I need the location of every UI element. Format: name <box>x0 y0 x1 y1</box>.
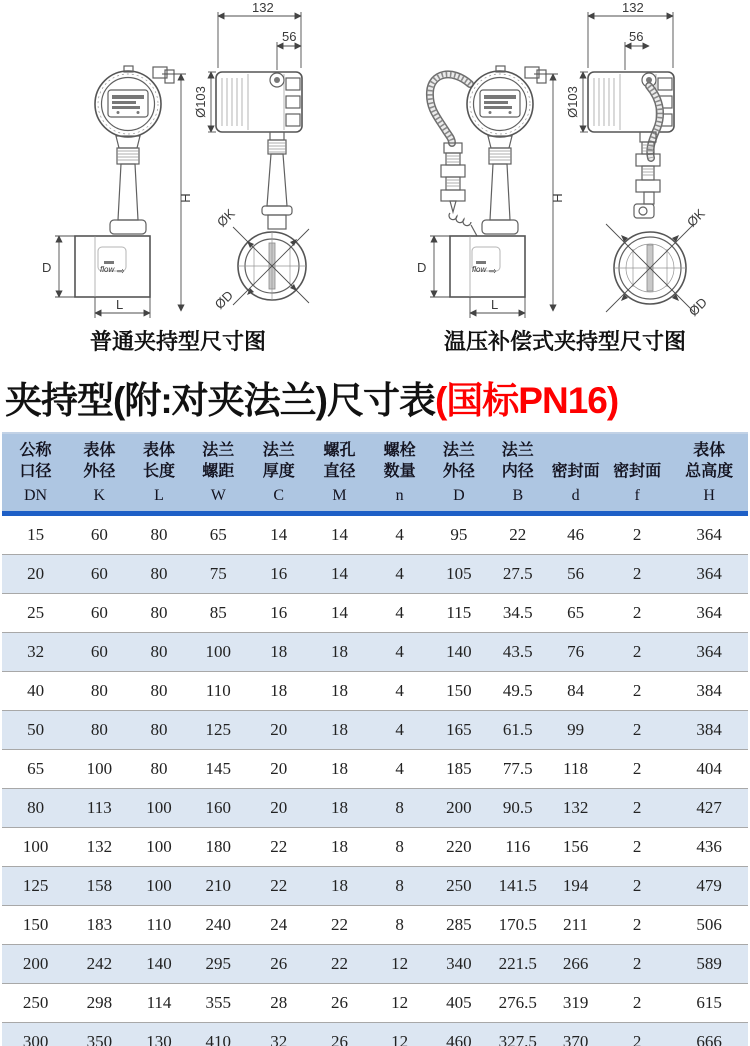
table-cell: 194 <box>547 867 604 906</box>
dimension-table <box>2 432 748 1046</box>
table-cell: 99 <box>547 711 604 750</box>
table-cell: 319 <box>547 984 604 1023</box>
table-row <box>2 750 748 789</box>
column-header-W: 法兰 螺距 W <box>188 433 248 514</box>
table-row <box>2 672 748 711</box>
column-header-L: 表体 长度 L <box>130 433 189 514</box>
table-cell: 114 <box>130 984 189 1023</box>
table-cell: 384 <box>670 672 748 711</box>
table-cell: 2 <box>604 1023 670 1046</box>
table-cell: 80 <box>130 711 189 750</box>
dim-H: H <box>178 193 193 203</box>
table-cell: 170.5 <box>488 906 547 945</box>
table-cell: 132 <box>69 828 129 867</box>
table-cell: 18 <box>309 633 369 672</box>
table-cell: 158 <box>69 867 129 906</box>
table-cell: 460 <box>429 1023 488 1046</box>
table-cell: 18 <box>309 828 369 867</box>
dim-132: 132 <box>252 0 274 15</box>
table-cell: 100 <box>2 828 69 867</box>
table-cell: 22 <box>488 514 547 555</box>
dim-H: H <box>550 193 565 203</box>
table-cell: 2 <box>604 828 670 867</box>
table-cell: 77.5 <box>488 750 547 789</box>
table-cell: 355 <box>188 984 248 1023</box>
dim-D: D <box>417 260 427 275</box>
column-header-H: 表体 总高度 H <box>670 433 748 514</box>
table-cell: 285 <box>429 906 488 945</box>
table-cell: 115 <box>429 594 488 633</box>
table-cell: 300 <box>2 1023 69 1046</box>
table-cell: 32 <box>2 633 69 672</box>
compensated-front-view <box>417 66 565 318</box>
column-header-C: 法兰 厚度 C <box>248 433 309 514</box>
table-cell: 18 <box>248 672 309 711</box>
table-cell: 20 <box>248 750 309 789</box>
table-cell: 2 <box>604 672 670 711</box>
table-row <box>2 514 748 555</box>
table-cell: 4 <box>370 672 430 711</box>
table-cell: 18 <box>309 750 369 789</box>
column-header-d: 密封面 d <box>547 433 604 514</box>
table-row <box>2 828 748 867</box>
table-cell: 84 <box>547 672 604 711</box>
table-cell: 14 <box>309 514 369 555</box>
table-cell: 250 <box>2 984 69 1023</box>
table-cell: 140 <box>429 633 488 672</box>
table-cell: 43.5 <box>488 633 547 672</box>
flow-label: flow <box>100 265 115 274</box>
table-cell: 250 <box>429 867 488 906</box>
table-cell: 65 <box>188 514 248 555</box>
table-cell: 32 <box>248 1023 309 1046</box>
table-cell: 2 <box>604 906 670 945</box>
table-row <box>2 984 748 1023</box>
table-cell: 22 <box>309 906 369 945</box>
table-row <box>2 789 748 828</box>
column-header-B: 法兰 内径 B <box>488 433 547 514</box>
table-cell: 80 <box>130 633 189 672</box>
table-cell: 200 <box>2 945 69 984</box>
table-cell: 506 <box>670 906 748 945</box>
table-cell: 110 <box>188 672 248 711</box>
table-cell: 210 <box>188 867 248 906</box>
table-cell: 4 <box>370 555 430 594</box>
table-cell: 18 <box>309 711 369 750</box>
table-cell: 14 <box>309 594 369 633</box>
table-cell: 12 <box>370 984 430 1023</box>
table-cell: 242 <box>69 945 129 984</box>
header-row <box>2 433 748 514</box>
table-cell: 350 <box>69 1023 129 1046</box>
column-header-DN: 公称 口径 DN <box>2 433 69 514</box>
table-cell: 80 <box>130 750 189 789</box>
table-cell: 298 <box>69 984 129 1023</box>
caption-standard-type: 普通夹持型尺寸图 <box>89 329 266 354</box>
flow-label: flow <box>472 265 487 274</box>
table-cell: 40 <box>2 672 69 711</box>
table-cell: 2 <box>604 555 670 594</box>
dim-L: L <box>116 297 124 312</box>
table-row <box>2 945 748 984</box>
column-header-M: 螺孔 直径 M <box>309 433 369 514</box>
table-cell: 116 <box>488 828 547 867</box>
dim-dia103: Ø103 <box>193 86 208 118</box>
table-cell: 85 <box>188 594 248 633</box>
dim-56: 56 <box>282 29 297 44</box>
table-cell: 2 <box>604 984 670 1023</box>
table-cell: 2 <box>604 711 670 750</box>
table-cell: 211 <box>547 906 604 945</box>
table-cell: 61.5 <box>488 711 547 750</box>
table-cell: 20 <box>248 711 309 750</box>
table-cell: 160 <box>188 789 248 828</box>
table-cell: 90.5 <box>488 789 547 828</box>
table-row <box>2 633 748 672</box>
table-cell: 25 <box>2 594 69 633</box>
table-cell: 589 <box>670 945 748 984</box>
table-cell: 8 <box>370 867 430 906</box>
table-cell: 200 <box>429 789 488 828</box>
table-cell: 24 <box>248 906 309 945</box>
table-row <box>2 906 748 945</box>
dim-diaD: ØD <box>211 287 237 313</box>
standard-front-view <box>42 66 193 318</box>
table-cell: 4 <box>370 514 430 555</box>
table-cell: 15 <box>2 514 69 555</box>
table-cell: 130 <box>130 1023 189 1046</box>
table-cell: 27.5 <box>488 555 547 594</box>
table-cell: 8 <box>370 828 430 867</box>
table-cell: 2 <box>604 633 670 672</box>
table-cell: 100 <box>130 789 189 828</box>
table-cell: 405 <box>429 984 488 1023</box>
table-cell: 2 <box>604 750 670 789</box>
table-cell: 364 <box>670 633 748 672</box>
table-cell: 75 <box>188 555 248 594</box>
table-cell: 2 <box>604 867 670 906</box>
table-cell: 18 <box>309 789 369 828</box>
column-header-K: 表体 外径 K <box>69 433 129 514</box>
table-cell: 100 <box>130 828 189 867</box>
table-cell: 105 <box>429 555 488 594</box>
table-cell: 14 <box>309 555 369 594</box>
table-cell: 436 <box>670 828 748 867</box>
table-cell: 327.5 <box>488 1023 547 1046</box>
table-cell: 220 <box>429 828 488 867</box>
table-cell: 60 <box>69 594 129 633</box>
table-cell: 80 <box>130 514 189 555</box>
table-cell: 28 <box>248 984 309 1023</box>
table-cell: 364 <box>670 555 748 594</box>
table-cell: 95 <box>429 514 488 555</box>
table-body <box>2 514 748 1046</box>
table-row <box>2 711 748 750</box>
table-cell: 100 <box>69 750 129 789</box>
table-cell: 150 <box>2 906 69 945</box>
table-cell: 12 <box>370 945 430 984</box>
table-cell: 80 <box>130 555 189 594</box>
table-cell: 666 <box>670 1023 748 1046</box>
table-cell: 22 <box>248 828 309 867</box>
table-cell: 113 <box>69 789 129 828</box>
table-cell: 14 <box>248 514 309 555</box>
table-cell: 145 <box>188 750 248 789</box>
table-row <box>2 555 748 594</box>
table-cell: 4 <box>370 711 430 750</box>
table-cell: 364 <box>670 514 748 555</box>
table-cell: 295 <box>188 945 248 984</box>
table-cell: 22 <box>309 945 369 984</box>
table-cell: 18 <box>309 672 369 711</box>
table-cell: 22 <box>248 867 309 906</box>
column-header-n: 螺栓 数量 n <box>370 433 430 514</box>
table-cell: 65 <box>2 750 69 789</box>
table-cell: 50 <box>2 711 69 750</box>
table-cell: 410 <box>188 1023 248 1046</box>
table-title <box>0 362 750 432</box>
table-cell: 18 <box>309 867 369 906</box>
table-cell: 150 <box>429 672 488 711</box>
column-header-f: 密封面 f <box>604 433 670 514</box>
table-cell: 60 <box>69 555 129 594</box>
table-cell: 240 <box>188 906 248 945</box>
table-cell: 26 <box>309 984 369 1023</box>
dim-diaK: ØK <box>213 205 238 230</box>
table-header <box>2 433 748 514</box>
table-cell: 8 <box>370 789 430 828</box>
table-cell: 185 <box>429 750 488 789</box>
table-cell: 4 <box>370 633 430 672</box>
table-cell: 12 <box>370 1023 430 1046</box>
table-cell: 370 <box>547 1023 604 1046</box>
title-highlight: (国标PN16) <box>434 380 619 421</box>
table-cell: 100 <box>188 633 248 672</box>
table-cell: 60 <box>69 633 129 672</box>
caption-compensated-type: 温压补偿式夹持型尺寸图 <box>443 329 686 354</box>
table-cell: 20 <box>248 789 309 828</box>
table-cell: 110 <box>130 906 189 945</box>
dim-L: L <box>491 297 499 312</box>
table-cell: 80 <box>2 789 69 828</box>
table-cell: 276.5 <box>488 984 547 1023</box>
dim-D: D <box>42 260 52 275</box>
table-cell: 132 <box>547 789 604 828</box>
dim-dia103: Ø103 <box>565 86 580 118</box>
dim-diaK: ØK <box>683 205 708 230</box>
flow-arrow-icon: ⇨ <box>489 266 497 276</box>
table-cell: 384 <box>670 711 748 750</box>
table-cell: 100 <box>130 867 189 906</box>
table-cell: 180 <box>188 828 248 867</box>
table-cell: 56 <box>547 555 604 594</box>
dim-diaD: ØD <box>685 294 711 320</box>
table-cell: 266 <box>547 945 604 984</box>
table-cell: 2 <box>604 514 670 555</box>
table-cell: 60 <box>69 514 129 555</box>
table-cell: 221.5 <box>488 945 547 984</box>
table-cell: 125 <box>188 711 248 750</box>
flowmeter-drawings <box>0 0 750 326</box>
table-cell: 140 <box>130 945 189 984</box>
dim-56: 56 <box>629 29 644 44</box>
table-cell: 26 <box>309 1023 369 1046</box>
table-row <box>2 594 748 633</box>
table-row <box>2 867 748 906</box>
table-cell: 76 <box>547 633 604 672</box>
compensated-side-view <box>565 0 710 319</box>
table-cell: 156 <box>547 828 604 867</box>
table-cell: 340 <box>429 945 488 984</box>
dimension-diagrams <box>0 0 750 362</box>
table-cell: 479 <box>670 867 748 906</box>
table-cell: 615 <box>670 984 748 1023</box>
table-cell: 4 <box>370 594 430 633</box>
table-cell: 2 <box>604 789 670 828</box>
table-cell: 49.5 <box>488 672 547 711</box>
table-cell: 46 <box>547 514 604 555</box>
table-cell: 20 <box>2 555 69 594</box>
table-cell: 404 <box>670 750 748 789</box>
table-cell: 80 <box>69 711 129 750</box>
table-row <box>2 1023 748 1046</box>
table-cell: 2 <box>604 594 670 633</box>
table-cell: 125 <box>2 867 69 906</box>
table-cell: 183 <box>69 906 129 945</box>
flow-arrow-icon: ⇨ <box>117 266 125 276</box>
standard-side-view <box>193 0 309 312</box>
table-cell: 141.5 <box>488 867 547 906</box>
dim-132: 132 <box>622 0 644 15</box>
table-cell: 427 <box>670 789 748 828</box>
table-cell: 8 <box>370 906 430 945</box>
title-main: 夹持型(附:对夹法兰)尺寸表 <box>5 380 435 421</box>
table-cell: 18 <box>248 633 309 672</box>
column-header-D: 法兰 外径 D <box>429 433 488 514</box>
table-cell: 4 <box>370 750 430 789</box>
table-cell: 16 <box>248 594 309 633</box>
table-cell: 80 <box>130 594 189 633</box>
table-cell: 118 <box>547 750 604 789</box>
table-cell: 26 <box>248 945 309 984</box>
table-cell: 34.5 <box>488 594 547 633</box>
table-cell: 65 <box>547 594 604 633</box>
table-cell: 2 <box>604 945 670 984</box>
table-cell: 80 <box>69 672 129 711</box>
table-cell: 364 <box>670 594 748 633</box>
table-cell: 165 <box>429 711 488 750</box>
table-cell: 80 <box>130 672 189 711</box>
table-cell: 16 <box>248 555 309 594</box>
